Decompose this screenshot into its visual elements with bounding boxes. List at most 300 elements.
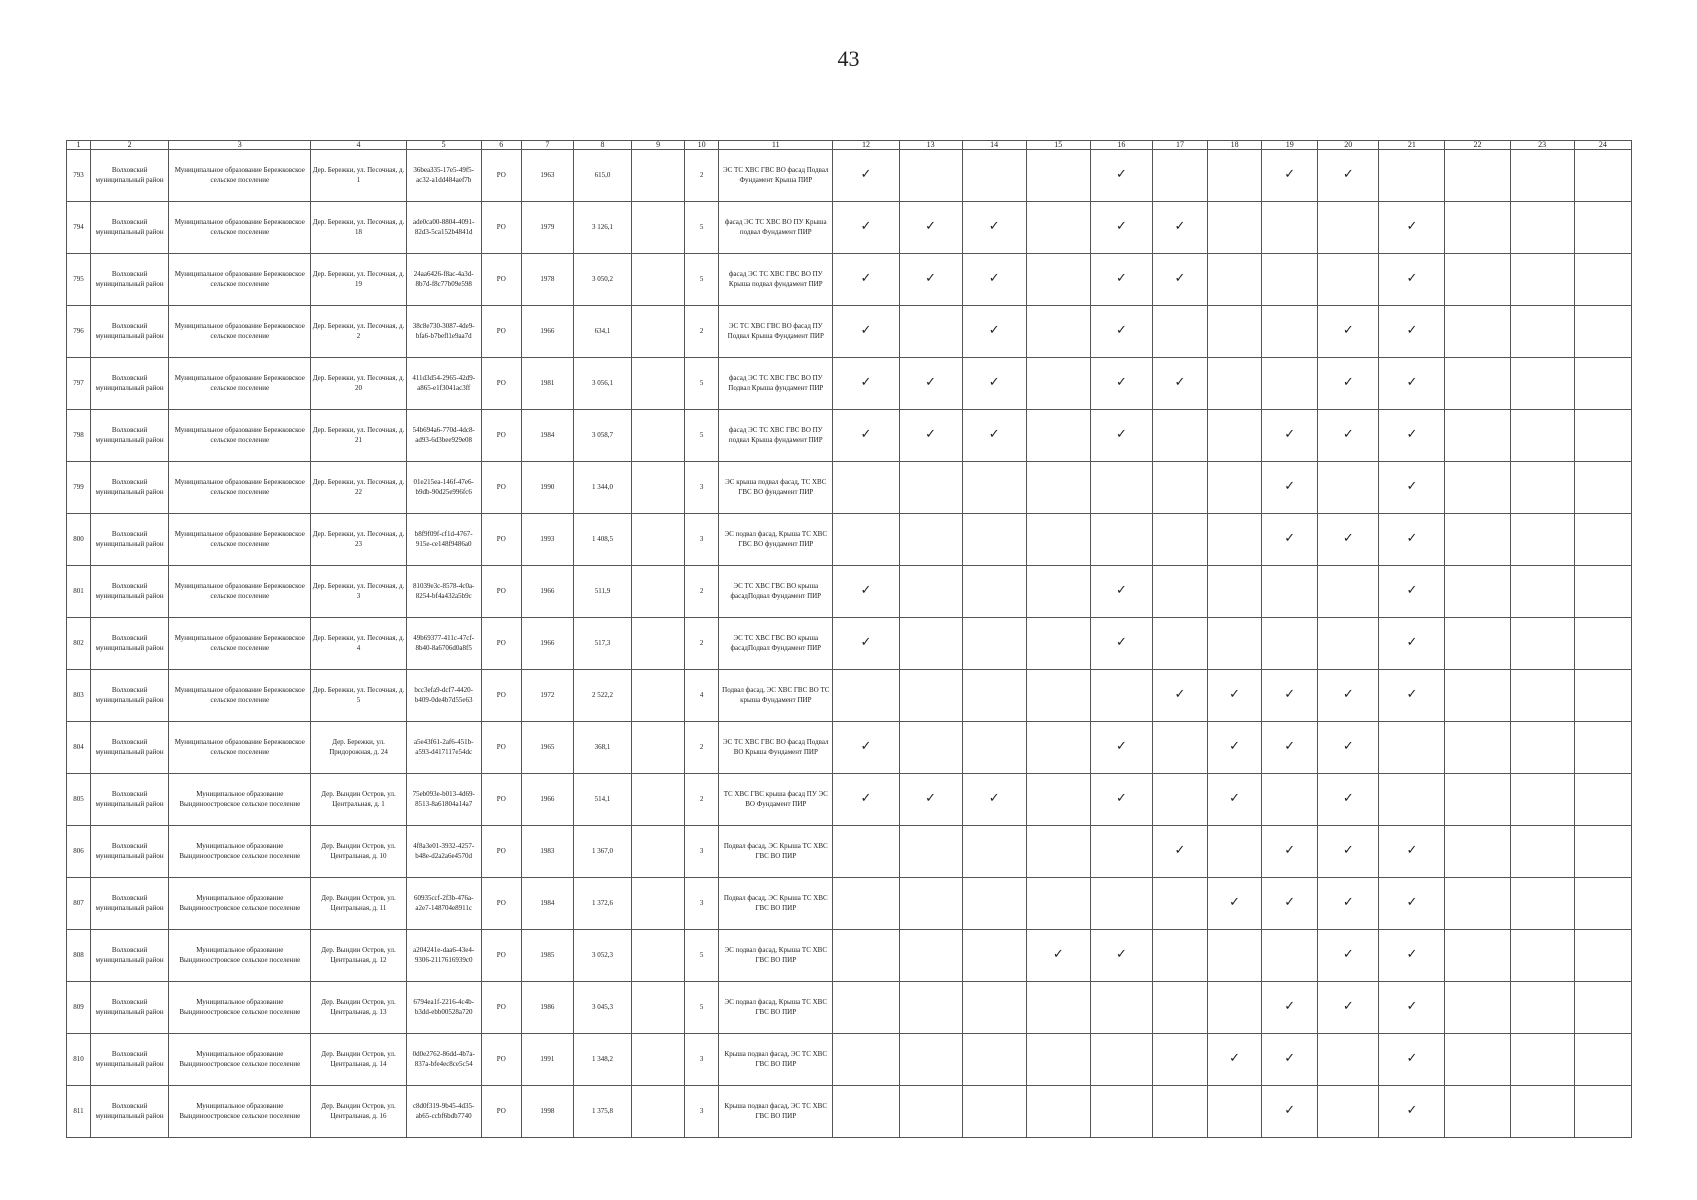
work-count-cell: 2 [685,774,719,826]
work-type-cell-23 [1510,150,1574,202]
fund-form-cell: РО [481,826,521,878]
area-cell: 3 052,3 [573,930,631,982]
checkmark-icon: ✓ [988,271,1000,287]
checkmark-icon: ✓ [860,323,872,339]
column-number-cell: 14 [962,141,1026,150]
work-type-cell-17 [1152,1086,1207,1138]
work-type-cell-17 [1152,462,1207,514]
work-type-cell-21 [1379,150,1445,202]
row-number-cell: 810 [67,1034,91,1086]
table-row [67,618,1632,670]
checkmark-icon: ✓ [1052,947,1064,963]
building-guid-cell: 81039e3c-8578-4c0a-8254-bf4a432a5b9c [406,566,481,618]
area-cell: 1 375,8 [573,1086,631,1138]
work-type-cell-20 [1318,566,1379,618]
municipality-cell: Муниципальное образование Вындиноостровское сельское поселение [169,930,311,982]
checkmark-icon: ✓ [1115,791,1127,807]
work-type-cell-20 [1318,670,1379,722]
checkmark-icon: ✓ [1406,219,1418,235]
work-type-cell-19 [1262,150,1318,202]
work-type-cell-15 [1026,930,1090,982]
work-type-cell-19 [1262,878,1318,930]
municipality-cell: Муниципальное образование Бережковское сельское поселение [169,306,311,358]
work-type-cell-13 [899,306,962,358]
column-9-cell [632,982,685,1034]
checkmark-icon: ✓ [988,219,1000,235]
work-type-cell-24 [1574,1034,1631,1086]
municipality-cell: Муниципальное образование Бережковское сельское поселение [169,254,311,306]
work-type-cell-22 [1445,150,1510,202]
work-type-cell-14 [962,462,1026,514]
work-type-cell-18 [1208,670,1262,722]
checkmark-icon: ✓ [1342,791,1354,807]
column-number-cell: 18 [1208,141,1262,150]
work-type-cell-23 [1510,202,1574,254]
column-number-cell: 23 [1510,141,1574,150]
checkmark-icon: ✓ [1174,219,1186,235]
works-list-cell: ЭС ТС ХВС ГВС ВО крыша фасадПодвал Фундамент ПИР [719,618,833,670]
works-list-cell: ЭС ТС ХВС ГВС ВО фасад Подвал Фундамент Крыша ПИР [719,150,833,202]
work-type-cell-12 [833,982,899,1034]
checkmark-icon: ✓ [1406,1103,1418,1119]
address-cell: Дер. Вындин Остров, ул. Центральная, д. 14 [311,1034,406,1086]
checkmark-icon: ✓ [1406,375,1418,391]
work-type-cell-12 [833,1086,899,1138]
checkmark-icon: ✓ [1284,739,1296,755]
column-number-cell: 15 [1026,141,1090,150]
checkmark-icon: ✓ [1406,271,1418,287]
checkmark-icon: ✓ [1284,427,1296,443]
work-type-cell-14 [962,670,1026,722]
column-9-cell [632,306,685,358]
checkmark-icon: ✓ [1342,323,1354,339]
work-type-cell-17 [1152,722,1207,774]
work-type-cell-18 [1208,150,1262,202]
checkmark-icon: ✓ [1174,843,1186,859]
checkmark-icon: ✓ [1342,739,1354,755]
work-type-cell-24 [1574,1086,1631,1138]
building-guid-cell: 75eb093e-b013-4d69-8513-8a61804a14a7 [406,774,481,826]
work-type-cell-15 [1026,982,1090,1034]
checkmark-icon: ✓ [1342,427,1354,443]
column-number-cell: 12 [833,141,899,150]
work-type-cell-24 [1574,254,1631,306]
table-row [67,670,1632,722]
work-type-cell-20 [1318,462,1379,514]
work-type-cell-20 [1318,930,1379,982]
column-number-row [67,141,1632,150]
works-list-cell: фасад ЭС ТС ХВС ГВС ВО ПУ Подвал Крыша фундамент ПИР [719,358,833,410]
work-type-cell-15 [1026,410,1090,462]
checkmark-icon: ✓ [1406,635,1418,651]
address-cell: Дер. Бережки, ул. Песочная, д. 3 [311,566,406,618]
municipality-cell: Муниципальное образование Вындиноостровское сельское поселение [169,1034,311,1086]
work-type-cell-24 [1574,982,1631,1034]
work-type-cell-20 [1318,358,1379,410]
registry-table [66,140,1632,1138]
work-type-cell-23 [1510,930,1574,982]
work-type-cell-12 [833,150,899,202]
work-type-cell-19 [1262,930,1318,982]
works-list-cell: Подвал фасад, ЭС Крыша ТС ХВС ГВС ВО ПИР [719,826,833,878]
column-9-cell [632,202,685,254]
work-type-cell-21 [1379,722,1445,774]
checkmark-icon: ✓ [860,375,872,391]
building-guid-cell: a5e43f61-2af6-451b-a593-d417117e54dc [406,722,481,774]
column-number-cell: 11 [719,141,833,150]
checkmark-icon: ✓ [1284,1051,1296,1067]
column-number-cell: 20 [1318,141,1379,150]
area-cell: 511,9 [573,566,631,618]
work-type-cell-19 [1262,462,1318,514]
work-count-cell: 3 [685,1086,719,1138]
building-guid-cell: 38c8e730-3087-4de9-bfa6-b7befl1e9aa7d [406,306,481,358]
district-cell: Волховский муниципальный район [91,514,169,566]
municipality-cell: Муниципальное образование Бережковское сельское поселение [169,722,311,774]
checkmark-icon: ✓ [1342,895,1354,911]
checkmark-icon: ✓ [1115,635,1127,651]
column-9-cell [632,878,685,930]
district-cell: Волховский муниципальный район [91,202,169,254]
column-9-cell [632,462,685,514]
checkmark-icon: ✓ [1284,687,1296,703]
row-number-cell: 793 [67,150,91,202]
checkmark-icon: ✓ [1406,895,1418,911]
district-cell: Волховский муниципальный район [91,878,169,930]
work-type-cell-17 [1152,514,1207,566]
work-type-cell-14 [962,150,1026,202]
work-type-cell-18 [1208,202,1262,254]
fund-form-cell: РО [481,410,521,462]
work-type-cell-17 [1152,306,1207,358]
work-type-cell-22 [1445,930,1510,982]
build-year-cell: 1993 [521,514,573,566]
row-number-cell: 796 [67,306,91,358]
checkmark-icon: ✓ [1284,895,1296,911]
district-cell: Волховский муниципальный район [91,566,169,618]
work-type-cell-20 [1318,306,1379,358]
work-type-cell-22 [1445,774,1510,826]
building-guid-cell: c8d0f319-9b45-4d35-ab65-ccbf6bdb7740 [406,1086,481,1138]
area-cell: 1 348,2 [573,1034,631,1086]
table-row [67,254,1632,306]
checkmark-icon: ✓ [860,583,872,599]
checkmark-icon: ✓ [860,635,872,651]
work-type-cell-22 [1445,670,1510,722]
work-type-cell-17 [1152,930,1207,982]
work-type-cell-22 [1445,982,1510,1034]
checkmark-icon: ✓ [925,271,937,287]
address-cell: Дер. Бережки, ул. Песочная, д. 23 [311,514,406,566]
row-number-cell: 808 [67,930,91,982]
work-type-cell-24 [1574,306,1631,358]
build-year-cell: 1963 [521,150,573,202]
column-9-cell [632,566,685,618]
work-type-cell-12 [833,670,899,722]
checkmark-icon: ✓ [1342,999,1354,1015]
work-type-cell-22 [1445,566,1510,618]
fund-form-cell: РО [481,306,521,358]
checkmark-icon: ✓ [1115,947,1127,963]
works-list-cell: ЭС ТС ХВС ГВС ВО фасад Подвал ВО Крыша Фундамент ПИР [719,722,833,774]
area-cell: 517,3 [573,618,631,670]
work-type-cell-14 [962,774,1026,826]
municipality-cell: Муниципальное образование Бережковское сельское поселение [169,202,311,254]
work-type-cell-24 [1574,150,1631,202]
row-number-cell: 801 [67,566,91,618]
build-year-cell: 1981 [521,358,573,410]
work-type-cell-12 [833,202,899,254]
work-type-cell-13 [899,930,962,982]
build-year-cell: 1965 [521,722,573,774]
work-type-cell-21 [1379,566,1445,618]
work-type-cell-23 [1510,670,1574,722]
work-type-cell-21 [1379,930,1445,982]
work-type-cell-23 [1510,514,1574,566]
fund-form-cell: РО [481,566,521,618]
work-type-cell-16 [1090,514,1152,566]
checkmark-icon: ✓ [1229,895,1241,911]
work-type-cell-15 [1026,514,1090,566]
work-type-cell-14 [962,930,1026,982]
column-number-cell: 24 [1574,141,1631,150]
building-guid-cell: 0d0e2762-86dd-4b7a-837a-bfe4ec8ce5c54 [406,1034,481,1086]
work-type-cell-19 [1262,202,1318,254]
build-year-cell: 1985 [521,930,573,982]
work-type-cell-17 [1152,566,1207,618]
work-type-cell-23 [1510,1086,1574,1138]
checkmark-icon: ✓ [1342,687,1354,703]
column-9-cell [632,150,685,202]
district-cell: Волховский муниципальный район [91,306,169,358]
area-cell: 1 372,6 [573,878,631,930]
work-type-cell-15 [1026,306,1090,358]
work-type-cell-19 [1262,722,1318,774]
address-cell: Дер. Вындин Остров, ул. Центральная, д. 11 [311,878,406,930]
works-list-cell: ЭС подвал фасад, Крыша ТС ХВС ГВС ВО фундамент ПИР [719,514,833,566]
checkmark-icon: ✓ [860,271,872,287]
fund-form-cell: РО [481,774,521,826]
work-type-cell-16 [1090,358,1152,410]
work-type-cell-15 [1026,826,1090,878]
work-type-cell-15 [1026,254,1090,306]
work-type-cell-12 [833,306,899,358]
work-type-cell-16 [1090,618,1152,670]
column-number-cell: 1 [67,141,91,150]
district-cell: Волховский муниципальный район [91,1034,169,1086]
work-type-cell-23 [1510,254,1574,306]
area-cell: 3 126,1 [573,202,631,254]
fund-form-cell: РО [481,1086,521,1138]
municipality-cell: Муниципальное образование Бережковское сельское поселение [169,514,311,566]
works-list-cell: фасад ЭС ТС ХВС ГВС ВО ПУ подвал Крыша фундамент ПИР [719,410,833,462]
build-year-cell: 1966 [521,566,573,618]
row-number-cell: 804 [67,722,91,774]
municipality-cell: Муниципальное образование Бережковское сельское поселение [169,358,311,410]
work-type-cell-22 [1445,410,1510,462]
row-number-cell: 803 [67,670,91,722]
building-guid-cell: bcc3efa9-dcf7-4420-b409-0de4b7d55e63 [406,670,481,722]
work-type-cell-23 [1510,1034,1574,1086]
work-type-cell-24 [1574,566,1631,618]
table-row [67,566,1632,618]
works-list-cell: фасад ЭС ТС ХВС ВО ПУ Крыша подвал Фундамент ПИР [719,202,833,254]
table-row [67,150,1632,202]
work-type-cell-22 [1445,878,1510,930]
district-cell: Волховский муниципальный район [91,358,169,410]
checkmark-icon: ✓ [925,375,937,391]
column-9-cell [632,254,685,306]
column-number-cell: 8 [573,141,631,150]
checkmark-icon: ✓ [1406,427,1418,443]
build-year-cell: 1991 [521,1034,573,1086]
work-type-cell-23 [1510,410,1574,462]
work-type-cell-18 [1208,514,1262,566]
area-cell: 2 522,2 [573,670,631,722]
work-type-cell-14 [962,1034,1026,1086]
work-type-cell-18 [1208,878,1262,930]
work-type-cell-22 [1445,514,1510,566]
work-count-cell: 5 [685,202,719,254]
municipality-cell: Муниципальное образование Бережковское сельское поселение [169,150,311,202]
work-type-cell-14 [962,358,1026,410]
row-number-cell: 800 [67,514,91,566]
work-type-cell-24 [1574,410,1631,462]
building-guid-cell: 411d3d54-2965-42d9-a865-e1f3041ac3ff [406,358,481,410]
column-number-cell: 19 [1262,141,1318,150]
work-type-cell-21 [1379,462,1445,514]
checkmark-icon: ✓ [1115,219,1127,235]
address-cell: Дер. Вындин Остров, ул. Центральная, д. 1 [311,774,406,826]
work-type-cell-15 [1026,462,1090,514]
work-type-cell-19 [1262,1086,1318,1138]
work-type-cell-23 [1510,566,1574,618]
build-year-cell: 1990 [521,462,573,514]
work-type-cell-12 [833,410,899,462]
work-type-cell-12 [833,722,899,774]
work-count-cell: 3 [685,514,719,566]
checkmark-icon: ✓ [1406,479,1418,495]
work-type-cell-14 [962,878,1026,930]
checkmark-icon: ✓ [1115,271,1127,287]
work-type-cell-18 [1208,410,1262,462]
column-9-cell [632,514,685,566]
table-row [67,358,1632,410]
district-cell: Волховский муниципальный район [91,150,169,202]
table-row [67,410,1632,462]
column-9-cell [632,358,685,410]
work-type-cell-12 [833,878,899,930]
column-9-cell [632,826,685,878]
address-cell: Дер. Бережки, ул. Придорожная, д. 24 [311,722,406,774]
checkmark-icon: ✓ [1406,947,1418,963]
work-type-cell-16 [1090,150,1152,202]
work-type-cell-21 [1379,1034,1445,1086]
work-type-cell-22 [1445,826,1510,878]
fund-form-cell: РО [481,150,521,202]
work-type-cell-23 [1510,982,1574,1034]
work-count-cell: 3 [685,1034,719,1086]
district-cell: Волховский муниципальный район [91,670,169,722]
building-guid-cell: 24aa6426-f8ac-4a3d-8b7d-f8c77b09e598 [406,254,481,306]
address-cell: Дер. Бережки, ул. Песочная, д. 19 [311,254,406,306]
row-number-cell: 805 [67,774,91,826]
work-count-cell: 5 [685,982,719,1034]
work-type-cell-12 [833,254,899,306]
work-type-cell-17 [1152,150,1207,202]
checkmark-icon: ✓ [1406,583,1418,599]
work-count-cell: 3 [685,826,719,878]
table-row [67,774,1632,826]
work-count-cell: 5 [685,254,719,306]
work-type-cell-20 [1318,982,1379,1034]
checkmark-icon: ✓ [860,427,872,443]
area-cell: 368,1 [573,722,631,774]
work-type-cell-12 [833,618,899,670]
work-type-cell-18 [1208,930,1262,982]
work-type-cell-17 [1152,254,1207,306]
checkmark-icon: ✓ [1284,479,1296,495]
checkmark-icon: ✓ [1284,999,1296,1015]
building-guid-cell: b8f9f09f-cf1d-4767-915e-ce148f9486a0 [406,514,481,566]
work-type-cell-16 [1090,670,1152,722]
checkmark-icon: ✓ [1174,375,1186,391]
checkmark-icon: ✓ [1342,531,1354,547]
checkmark-icon: ✓ [1115,739,1127,755]
work-type-cell-13 [899,514,962,566]
building-guid-cell: 36bea335-17e5-49f5-ac32-a1dd484aef7b [406,150,481,202]
column-number-cell: 4 [311,141,406,150]
work-type-cell-21 [1379,774,1445,826]
work-count-cell: 2 [685,150,719,202]
work-type-cell-21 [1379,982,1445,1034]
checkmark-icon: ✓ [1406,1051,1418,1067]
column-number-cell: 21 [1379,141,1445,150]
works-list-cell: ЭС ТС ХВС ГВС ВО фасад ПУ Подвал Крыша Фундамент ПИР [719,306,833,358]
checkmark-icon: ✓ [1342,947,1354,963]
checkmark-icon: ✓ [1406,687,1418,703]
work-count-cell: 5 [685,358,719,410]
work-type-cell-12 [833,462,899,514]
work-type-cell-19 [1262,1034,1318,1086]
fund-form-cell: РО [481,670,521,722]
build-year-cell: 1983 [521,826,573,878]
work-type-cell-13 [899,1034,962,1086]
checkmark-icon: ✓ [1115,167,1127,183]
work-type-cell-21 [1379,878,1445,930]
work-type-cell-22 [1445,1086,1510,1138]
work-type-cell-18 [1208,1086,1262,1138]
column-9-cell [632,930,685,982]
checkmark-icon: ✓ [988,427,1000,443]
work-type-cell-22 [1445,202,1510,254]
work-type-cell-18 [1208,462,1262,514]
works-list-cell: Крыша подвал фасад, ЭС ТС ХВС ГВС ВО ПИР [719,1086,833,1138]
work-type-cell-22 [1445,618,1510,670]
work-type-cell-18 [1208,722,1262,774]
district-cell: Волховский муниципальный район [91,982,169,1034]
fund-form-cell: РО [481,982,521,1034]
work-type-cell-18 [1208,306,1262,358]
row-number-cell: 794 [67,202,91,254]
work-type-cell-22 [1445,254,1510,306]
work-type-cell-17 [1152,358,1207,410]
work-type-cell-13 [899,618,962,670]
work-type-cell-24 [1574,514,1631,566]
work-type-cell-14 [962,982,1026,1034]
table-row [67,878,1632,930]
work-type-cell-14 [962,306,1026,358]
